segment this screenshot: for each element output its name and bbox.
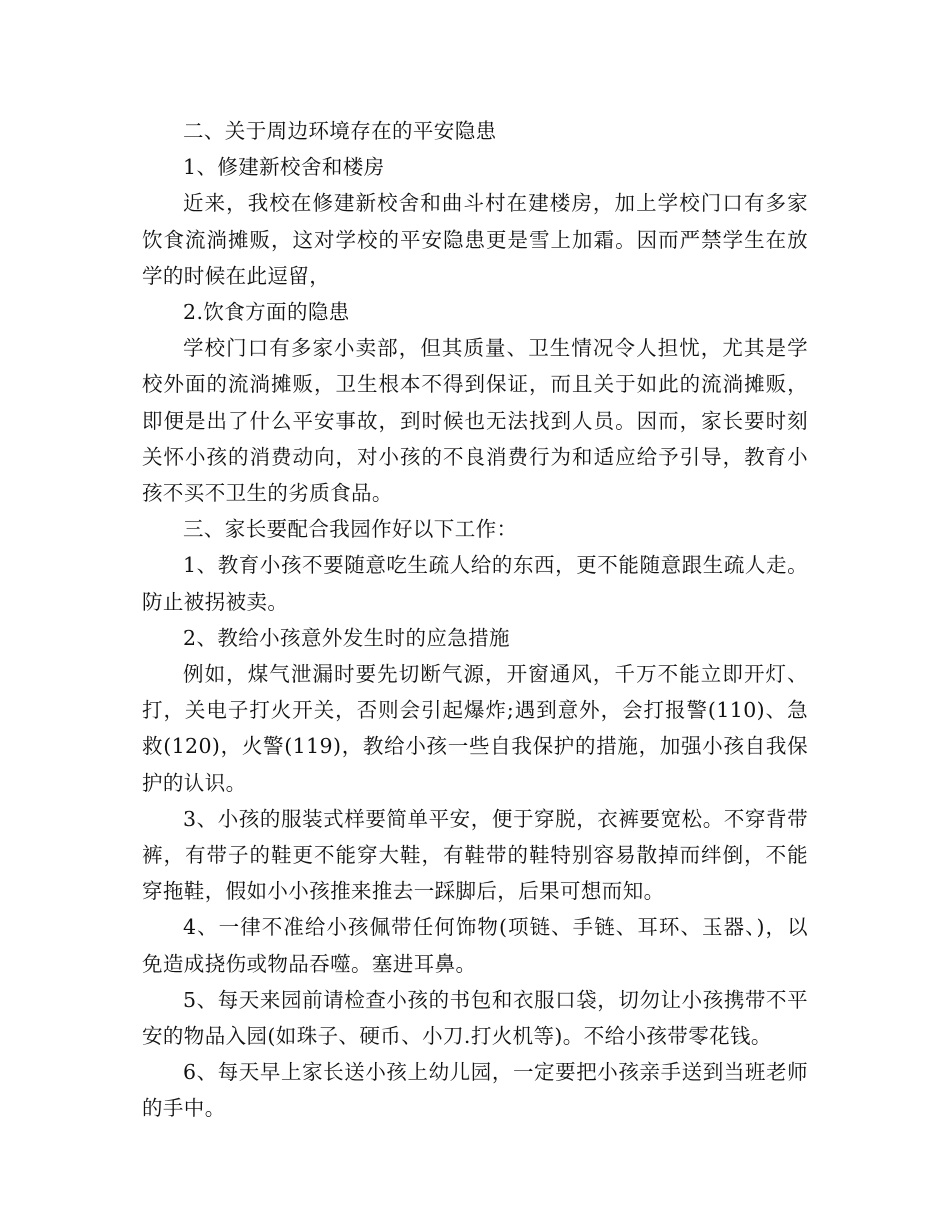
paragraph-construction: 近来，我校在修建新校舍和曲斗村在建楼房，加上学校门口有多家饮食流淌摊贩，这对学校的平安隐患更是雪上加霜。因而严禁学生在放学的时候在此逗留， (142, 191, 808, 288)
list-item-accessories: 4、一律不准给小孩佩带任何饰物(项链、手链、耳环、玉器、)，以免造成挠伤或物品吞噬。塞进耳鼻。 (142, 915, 808, 976)
subheading-food: 2.饮食方面的隐患 (183, 300, 350, 325)
list-item-strangers: 1、教育小孩不要随意吃生疏人给的东西，更不能随意跟生疏人走。防止被拐被卖。 (142, 553, 808, 614)
list-item-clothing: 3、小孩的服装式样要简单平安，便于穿脱，衣裤要宽松。不穿背带裤，有带子的鞋更不能穿大鞋，有鞋带的鞋特别容易散掉而绊倒，不能穿拖鞋，假如小小孩推来推去一踩脚后，后果可想而知。 (142, 806, 808, 904)
list-item-emergency: 2、教给小孩意外发生时的应急措施 (183, 625, 510, 650)
list-item-bag-check: 5、每天来园前请检查小孩的书包和衣服口袋，切勿让小孩携带不平安的物品入园(如珠子、硬币、小刀.打火机等)。不给小孩带零花钱。 (142, 987, 808, 1049)
paragraph-emergency-example: 例如，煤气泄漏时要先切断气源，开窗通风，千万不能立即开灯、打，关电子打火开关，否则会引起爆炸;遇到意外，会打报警(110)、急救(120)，火警(119)，教给小孩一些自我保护的措施，加强小孩自我保护的认识。 (142, 662, 808, 795)
subheading-construction: 1、修建新校舍和楼房 (183, 155, 385, 180)
section-heading-environment: 二、关于周边环境存在的平安隐患 (183, 119, 497, 143)
document-body (142, 113, 808, 1127)
section-heading-parents: 三、家长要配合我园作好以下工作： (183, 517, 518, 542)
paragraph-food: 学校门口有多家小卖部，但其质量、卫生情况令人担忧，尤其是学校外面的流淌摊贩，卫生根本不得到保证，而且关于如此的流淌摊贩，即便是出了什么平安事故，到时候也无法找到人员。因而，家长要时刻关怀小孩的消费动向，对小孩的不良消费行为和适应给予引导，教育小孩不买不卫生的劣质食品。 (142, 336, 808, 506)
list-item-handover: 6、每天早上家长送小孩上幼儿园，一定要把小孩亲手送到当班老师的手中。 (142, 1060, 808, 1121)
